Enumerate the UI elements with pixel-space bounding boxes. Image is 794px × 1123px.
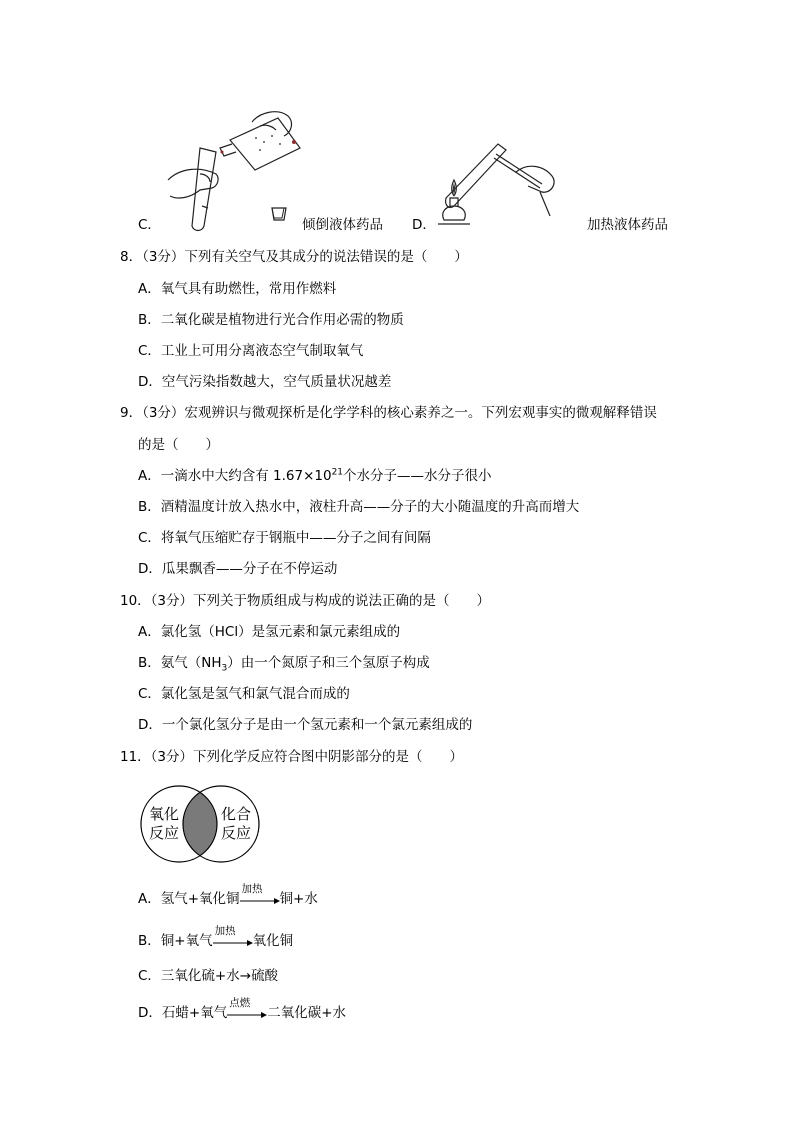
q11-option-c — [138, 967, 278, 985]
q11-option-b-reactants: B．铜+氧气 — [138, 933, 213, 949]
q8-option-c: C．工业上可用分离液态空气制取氧气 — [138, 343, 364, 359]
q10-option-c: C．氯化氢是氢气和氯气混合而成的 — [138, 686, 350, 702]
q10-option-a: A．氯化氢（HCl）是氢元素和氯元素组成的 — [138, 624, 401, 640]
q8-stem: 8．（3分）下列有关空气及其成分的说法错误的是（ ） — [120, 249, 468, 265]
q10-option-b — [138, 654, 430, 672]
reaction-arrow — [213, 925, 253, 950]
q10-option-b-subscript: 3 — [221, 663, 228, 674]
venn-right-label-line2: 反应 — [220, 824, 251, 842]
reaction-condition: 点燃 — [229, 997, 251, 1009]
q11-option-c-arrow: → — [239, 968, 252, 984]
q9-option-d: D．瓜果飘香——分子在不停运动 — [138, 561, 338, 577]
q10-option-b-post: ）由一个氮原子和三个氢原子构成 — [227, 655, 430, 671]
q7-option-c-letter: C． — [138, 217, 161, 233]
pouring-liquid-illustration — [160, 108, 310, 233]
q11-option-a — [138, 883, 318, 908]
q9-option-b: B．酒精温度计放入热水中，液柱升高——分子的大小随温度的升高而增大 — [138, 499, 580, 515]
q11-option-b-products: 氧化铜 — [252, 933, 294, 949]
arrow-right-icon — [240, 897, 280, 905]
reaction-condition: 加热 — [214, 925, 236, 937]
q11-option-a-products: 铜+水 — [279, 891, 318, 907]
q8-option-a: A．氧气具有助燃性，常用作燃料 — [138, 281, 337, 297]
q9-option-c: C．将氧气压缩贮存于钢瓶中——分子之间有间隔 — [138, 530, 431, 546]
q11-option-d-products: 二氧化碳+水 — [267, 1005, 347, 1021]
q8-option-d: D．空气污染指数越大，空气质量状况越差 — [138, 374, 392, 390]
venn-right-label-line1: 化合 — [220, 805, 251, 823]
q9-option-a-post: 个水分子——水分子很小 — [343, 468, 492, 484]
q9-option-a — [138, 467, 492, 485]
q11-stem: 11．（3分）下列化学反应符合图中阴影部分的是（ ） — [120, 749, 464, 765]
q7-option-d-letter: D． — [412, 217, 436, 233]
reaction-condition: 加热 — [241, 883, 263, 895]
arrow-right-icon — [213, 939, 253, 947]
q9-stem-line1: 9．（3分）宏观辨识与微观探析是化学学科的核心素养之一。下列宏观事实的微观解释错误 — [120, 405, 657, 421]
q9-option-a-exponent: 21 — [331, 467, 344, 478]
reaction-arrow — [240, 883, 280, 908]
venn-right-label — [220, 805, 252, 843]
stopper-icon — [270, 205, 286, 221]
q10-option-b-pre: B．氨气（NH — [138, 655, 222, 671]
q11-option-a-reactants: A．氢气+氧化铜 — [138, 891, 240, 907]
venn-left-label-line2: 反应 — [148, 824, 179, 842]
q7-option-c-caption: 倾倒液体药品 — [302, 217, 383, 233]
reaction-arrow — [227, 997, 267, 1022]
q10-stem: 10．（3分）下列关于物质组成与构成的说法正确的是（ ） — [120, 593, 491, 609]
arrow-right-icon — [227, 1011, 267, 1019]
venn-left-label-line1: 氧化 — [148, 805, 179, 823]
q7-option-d-caption: 加热液体药品 — [587, 217, 668, 233]
venn-left-label — [148, 805, 180, 843]
q8-option-b: B．二氧化碳是植物进行光合作用必需的物质 — [138, 312, 404, 328]
heating-liquid-illustration — [432, 136, 582, 236]
q11-option-d — [138, 997, 347, 1022]
q11-option-c-reactants: C．三氧化硫+水 — [138, 968, 240, 984]
q11-option-d-reactants: D．石蜡+氧气 — [138, 1005, 228, 1021]
q9-stem-line2: 的是（ ） — [138, 437, 219, 453]
q11-option-c-products: 硫酸 — [251, 968, 279, 984]
venn-diagram — [140, 783, 260, 865]
q11-option-b — [138, 925, 294, 950]
q9-option-a-pre: A．一滴水中大约含有 1.67×10 — [138, 468, 332, 484]
q10-option-d: D．一个氯化氢分子是由一个氢元素和一个氯元素组成的 — [138, 717, 473, 733]
